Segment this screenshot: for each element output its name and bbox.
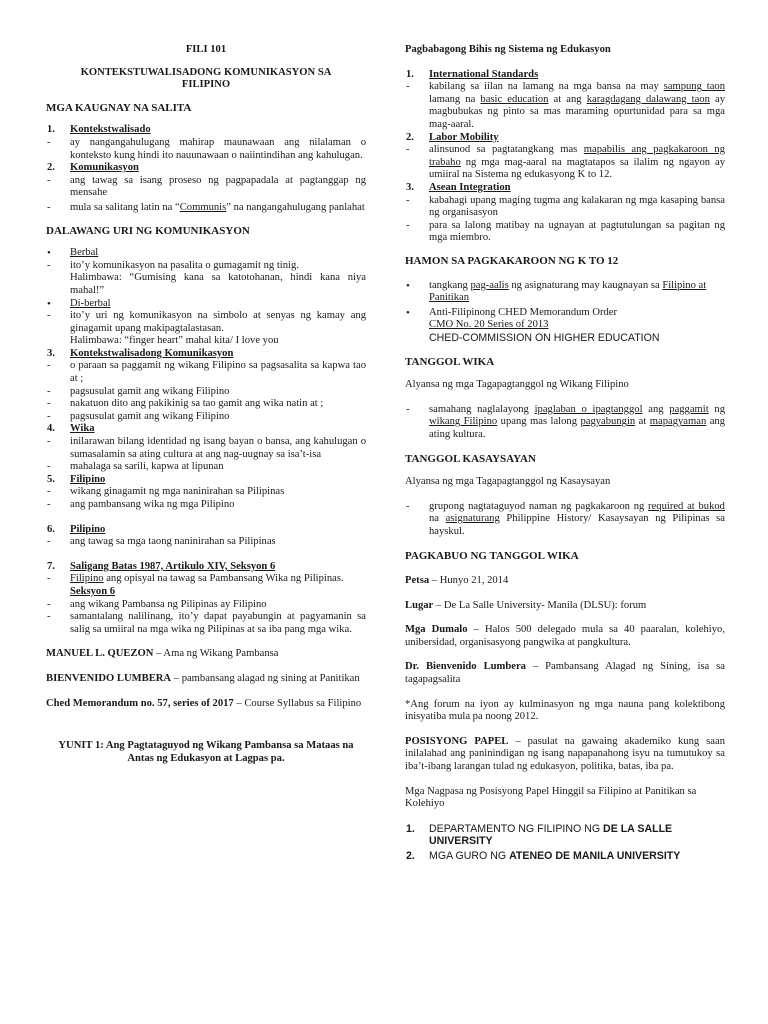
text-span: grupong nagtataguyod naman ng pagkakaroon ng [429,500,649,512]
definition-item: - o paraan sa paggamit ng wikang Filipino sa pagsasalita sa kapwa tao at ; [46,360,366,385]
info-row [405,575,725,588]
person-name: MANUEL L. QUEZON [46,648,154,660]
text-span: – pasulat na gawaing akademiko kung saan inilalahad ang paninindigan ng isang napapanahong isyu na tumutukoy sa iba’t-ibang larangan tulad ng edukasyon, politika, batas, iba pa. [405,735,725,772]
underlined-term: karagdagang dalawang taon [586,93,710,105]
memo-note [46,698,366,711]
term-label: Kontekstwalisadong Komunikasyon [70,347,234,359]
numbered-term: 1. International Standards [406,68,539,80]
numbered-term: 3. Kontekstwalisadong Komunikasyon [47,347,234,359]
definition-item: - mahalaga sa sarili, kapwa at lipunan [46,461,366,474]
text-span: at ang [548,93,587,105]
underlined-term: Filipino [70,573,104,585]
underlined-term: paggamit [669,403,709,415]
text-span: – Pambansang Alagad ng Sining, isa sa tagapagsalita [405,661,725,685]
memo-code: CMO No. 20 Series of 2013 [429,319,549,331]
underlined-term: pagyabungin [580,416,636,428]
definition-item: - pagsusulat gamit ang wikang Filipino [46,386,366,399]
underlined-term: pag-aalis [470,279,509,291]
doc-title-line1: KONTEKSTUWALISADONG KOMUNIKASYON SA [80,66,332,78]
definition-item: - ito’y uri ng komunikasyon na simbolo at senyas ng kamay ang ginagamit upang makipagtalastasan. [46,310,366,335]
text-span: ang opisyal na tawag sa Pambansang Wika ng Pilipinas. [103,573,344,585]
course-code: FILI 101 [185,44,227,55]
info-label: Dr. Bienvenido Lumbera [405,661,526,673]
definition-item [405,144,725,182]
bullet-term: • Di-berbal [46,298,366,311]
underlined-term: required at bukod [648,500,725,512]
text-span: ng [708,403,726,415]
unit-title-line1: YUNIT 1: Ang Pagtataguyod ng Wikang Pambansa sa Mataas na [58,740,354,752]
footnote-text: *Ang forum na iyon ay kulminasyon ng mga nauna pang kolektibong inisyatiba mula pa noong 2012. [405,698,725,723]
section-heading: PAGKABUO NG TANGGOL WIKA [405,550,579,563]
underlined-term: ipaglaban o ipagtanggol [534,403,643,415]
definition-item: - ang pambansang wika ng mga Pilipino [46,499,366,512]
term-label: Komunikasyon [70,162,139,174]
list-number: 1. [406,822,415,835]
text-span: ” na nangangahulugang panlahat [226,201,365,213]
unit-title-line2: Antas ng Edukasyon at Lagpas pa. [127,752,285,764]
numbered-term: 1. Kontekstwalisado [47,124,151,136]
underlined-term: sampung taon [663,81,725,93]
definition-item [46,573,366,586]
definition-item: - ay nangangahulugang mahirap maunawaan ang nilalaman o konteksto kung hindi ito nauunawaan o naiintindihan ang kahulugan. [46,137,366,162]
text-span: upang mas lalong [497,416,581,428]
definition-paragraph [405,736,725,774]
term-label: Kontekstwalisado [70,124,151,136]
section-subtitle: Alyansa ng mga Tagapagtanggol ng Kasaysayan [405,476,611,488]
definition-item: - inilarawan bilang identidad ng isang bayan o bansa, ang kahulugan o sumasalamin sa ating cultura at ang nag-uugnay sa isa’t-isa [46,436,366,461]
term-label: Filipino [70,473,106,485]
numbered-term: 6. Pilipino [47,523,106,535]
example-text: Halimbawa: “finger heart” mahal kita/ I love you [70,335,279,347]
text-span: DEPARTAMENTO NG FILIPINO NG [429,822,604,835]
right-column [405,38,725,863]
section-heading: DALAWANG URI NG KOMUNIKASYON [46,224,250,237]
underlined-term: mapabilis ang pagkakaroon ng trabaho [429,144,725,168]
definition-item: - ang tawag sa mga taong naninirahan sa Pilipinas [46,536,366,549]
info-label: POSISYONG PAPEL [405,735,509,747]
term-label: Saligang Batas 1987, Artikulo XIV, Seksyon 6 [70,560,276,572]
text-span: – Course Syllabus sa Filipino [233,697,362,709]
definition-item: - ang wikang Pambansa ng Pilipinas ay Filipino [46,599,366,612]
underlined-term: Communis [179,201,227,213]
definition-item [46,202,366,215]
text-span: na [429,513,446,525]
underlined-term: basic education [480,93,549,105]
bullet-term: • Berbal [46,247,366,260]
numbered-term: 3. Asean Integration [406,181,511,193]
text-span: MGA GURO NG [429,849,510,862]
section-heading: TANGGOL KASAYSAYAN [405,453,536,466]
text-span: alinsunod sa pagtatangkang mas [429,144,584,156]
text-span: kabilang sa iilan na lamang na mga bansa na may [429,81,664,93]
memo-name: Ched Memorandum no. 57, series of 2017 [46,697,234,709]
text-span: – pambansang alagad ng sining at Panitikan [171,672,360,684]
definition-item: - samantalang nalilinang, ito’y dapat payabungin at pagyamanin sa salig sa umiiral na mga wika ng Pilipinas at sa iba pang mga wika. [46,611,366,636]
term-label: Labor Mobility [429,131,499,143]
term-label: Wika [70,423,95,435]
numbered-term: 2. Komunikasyon [47,162,139,174]
info-label: Petsa [405,575,430,586]
list-item [405,850,725,863]
info-row [405,661,725,686]
text-span: – De La Salle University- Manila (DLSU): forum [433,599,647,611]
info-label: Mga Dumalo [405,624,468,636]
definition-item: - ito’y komunikasyon na pasalita o gumagamit ng tinig. [46,260,366,273]
definition-item: - ang tawag sa isang proseso ng pagpapadala at pagtanggap ng mensahe [46,175,366,200]
underlined-term: Filipino at Panitikan [429,279,707,304]
list-item [405,823,725,848]
doc-title-line2: FILIPINO [181,79,231,91]
text-span: – Halos 500 delegado mula sa 40 paaralan, kolehiyo, unibersidad, organisasyong pangwika at pangkultura. [405,624,725,648]
text-span: samahang naglalayong [429,403,535,415]
section-subtitle: Alyansa ng mga Tagapagtanggol ng Wikang Filipino [405,379,629,391]
bullet-item [405,280,725,305]
term-label: International Standards [429,68,539,80]
numbered-term: 5. Filipino [47,473,106,485]
definition-item [405,81,725,131]
left-column [46,38,366,765]
subsection-label: Seksyon 6 [70,585,116,597]
definition-item [405,501,725,539]
text-span: mula sa salitang latin na “ [70,201,180,213]
org-name: ATENEO DE MANILA UNIVERSITY [509,849,681,862]
text-span: ang [642,403,670,415]
definition-item: - kabahagi upang maging tugma ang kalakaran ng mga kasaping bansa ng organisasyon [405,195,725,220]
person-note [46,648,366,661]
text-span: tangkang [429,279,471,291]
definition-item: - wikang ginagamit ng mga naninirahan sa Pilipinas [46,486,366,499]
text-span: at [635,416,650,428]
numbered-term: 2. Labor Mobility [406,131,499,143]
text-span: ng mga mag-aaral na magtatapos sa ilalim ng ngayon ay umiiral na Sistema ng edukasyong K to 12. [429,156,725,181]
definition-item: - para sa lalong matibay na ugnayan at pagtutulungan sa pagitan ng mga miembro. [405,220,725,245]
person-note [46,673,366,686]
agency-name: CHED-COMMISSION ON HIGHER EDUCATION [429,331,660,344]
definition-item: - nakatuon dito ang pakikinig sa tao gamit ang wika natin at ; [46,398,366,411]
text-span: ang ating kultura. [429,416,726,440]
text-span: – Hunyo 21, 2014 [429,575,509,586]
info-label: Lugar [405,599,434,611]
term-label: Pilipino [70,523,106,535]
section-heading: TANGGOL WIKA [405,356,495,369]
underlined-term: wikang Filipino [429,416,498,428]
numbered-term: 4. Wika [47,423,95,435]
text-span: – Ama ng Wikang Pambansa [153,648,279,660]
section-heading: HAMON SA PAGKAKAROON NG K TO 12 [405,254,619,267]
list-number: 2. [406,849,415,862]
term-label: Asean Integration [429,181,511,193]
numbered-term: 7. Saligang Batas 1987, Artikulo XIV, Seksyon 6 [47,560,276,572]
list-title: Mga Nagpasa ng Posisyong Papel Hinggil sa Filipino at Panitikan sa Kolehiyo [405,785,697,810]
org-name: DE LA SALLE UNIVERSITY [429,822,673,848]
underlined-term: mapagyaman [649,416,707,428]
person-name: BIENVENIDO LUMBERA [46,672,172,684]
section-heading: MGA KAUGNAY NA SALITA [46,101,192,114]
bullet-item: • Anti-Filipinong CHED Memorandum Order [405,307,725,320]
text-span: ng asignaturang may kaugnayan sa [508,279,663,291]
text-span: ay magbubukas ng pinto sa mas maraming opurtunidad para sa mga mag-aaral. [429,93,725,130]
example-text: Halimbawa: “Gumising kana sa katotohanan, hindi kana niya mahal!” [70,272,366,296]
info-row [405,624,725,649]
text-span: lamang na [429,93,481,105]
underlined-term: asignaturang [445,513,500,525]
section-heading: Pagbabagong Bihis ng Sistema ng Edukasyon [405,44,611,55]
info-row [405,600,725,613]
definition-item: - pagsusulat gamit ang wikang Filipino [46,411,366,424]
definition-item [405,404,725,442]
text-span: Philippine History/ Kasaysayan ng Pilipinas sa hayskul. [429,513,725,537]
